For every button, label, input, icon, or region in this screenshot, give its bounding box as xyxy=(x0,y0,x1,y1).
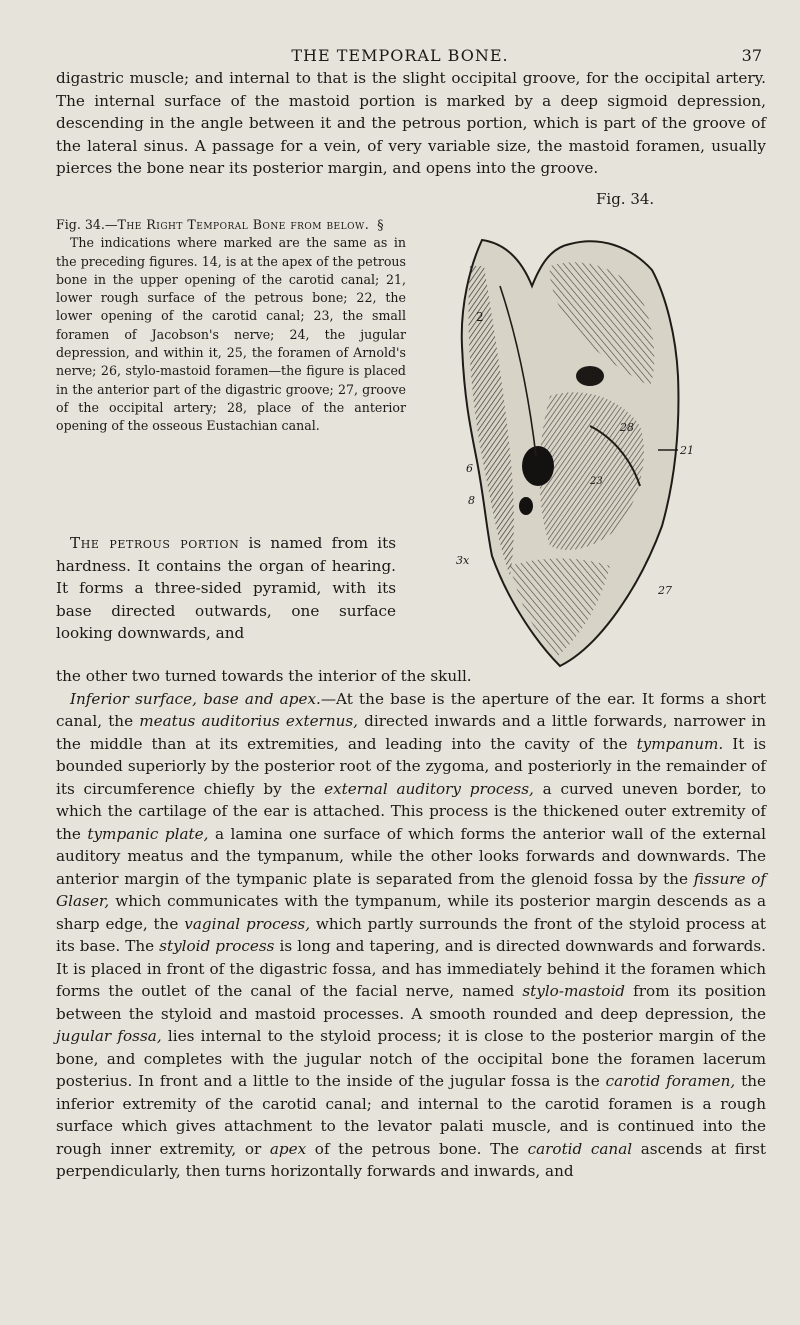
body-p1: —At the base is the aperture of the ear. It forms a short canal, the xyxy=(56,689,766,730)
term-vaginal: vaginal process, xyxy=(184,914,311,933)
meatus-dark xyxy=(576,366,604,386)
caption-heading xyxy=(56,216,406,234)
body-p4: a curved uneven border, to which the cartilage of the ear is attached. This process is the thickened outer extremity of the xyxy=(56,779,767,843)
caption-mark: § xyxy=(377,217,384,232)
temporal-bone-illustration xyxy=(440,226,710,696)
callout-2: 2 xyxy=(476,310,484,324)
body-paragraph xyxy=(56,665,766,1183)
callout-27: 27 xyxy=(658,584,672,597)
body-p2: directed inwards and a little forwards, narrower in the middle than at its extremities, and leading into the cavity of the xyxy=(56,712,767,753)
caption-body: The indications where marked are the same as in the preceding figures. 14, is at the apex of the petrous bone in the upper opening of the carotid canal; 21, lower rough surface of the petrous bone; 22, the lower opening of the carotid canal; 23, the small foramen of Jacobson's nerve; 24, the jugular depression, and within it, 25, the foramen of Arnold's nerve; 26, stylo-mastoid foramen—the figure is placed in the anterior part of the digastric groove; 27, groove of the occipital artery; 28, place of the anterior opening of the osseous Eustachian canal. xyxy=(56,235,406,434)
body-p6: which communicates with the tympanum, while its posterior margin descends as a sharp edge, the xyxy=(56,892,767,933)
body-line1: the other two turned towards the interior of the skull. xyxy=(56,667,472,685)
body-p5: a lamina one surface of which forms the anterior wall of the external auditory meatus and the tympanum, while the other looks forwards and downwards. The anterior margin of the tympanic plate is separated from the glenoid fossa by the xyxy=(56,824,767,888)
page-number: 37 xyxy=(741,46,762,65)
callout-6: 6 xyxy=(466,462,473,475)
callout-23: 23 xyxy=(590,476,603,487)
figure-label: Fig. 34. xyxy=(596,190,655,208)
term-tympanum: tympanum. xyxy=(636,734,724,753)
term-apex: apex xyxy=(269,1139,307,1158)
term-jugular: jugular fossa, xyxy=(56,1027,162,1045)
term-carotid-foramen: carotid foramen, xyxy=(605,1072,736,1090)
body-p10: lies internal to the styloid process; it is close to the posterior margin of the bone, and completes with the jugular notch of the occipital bone the foramen lacerum posterius. In front and a little to the inside of the jugular fossa is the xyxy=(56,1027,767,1090)
term-carotid-canal: carotid canal xyxy=(527,1139,633,1158)
term-external-process: external auditory process, xyxy=(324,779,534,798)
term-meatus: meatus auditorius externus, xyxy=(139,712,359,730)
body-p7: which partly surrounds the front of the styloid process at its base. The xyxy=(56,914,767,955)
body-p3: It is bounded superiorly by the posterior root of the zygoma, and posteriorly in the remainder of its circumference chiefly by the xyxy=(56,734,766,798)
callout-3x: 3x xyxy=(456,554,470,567)
body-p9: from its position between the styloid and mastoid processes. A smooth rounded and deep depression, the xyxy=(56,982,767,1023)
term-stylomastoid: stylo-mastoid xyxy=(522,982,626,1000)
callout-28: 28 xyxy=(620,421,634,434)
callout-8: 8 xyxy=(468,494,475,507)
figure-caption xyxy=(56,216,406,436)
body-p13: ascends at first perpendicularly, then turns horizontally forwards and inwards, and xyxy=(56,1139,767,1180)
body-p8: is long and tapering, and is directed downwards and forwards. It is placed in front of the digastric fossa, and has immediately behind it the foramen which forms the outlet of the canal of the facial nerve, named xyxy=(56,937,767,1000)
running-title: THE TEMPORAL BONE. xyxy=(291,46,509,65)
petrous-lead: The petrous portion xyxy=(70,534,240,552)
term-fissure: fissure of Glaser, xyxy=(56,869,766,910)
petrous-rest: is named from its hardness. It contains the organ of hearing. It forms a three-sided pyramid, with its base directed outwards, one surface looking downwards, and xyxy=(56,534,396,642)
foramen-small xyxy=(519,497,533,515)
caption-number: Fig. 34.— xyxy=(56,217,118,232)
term-tympanic-plate: tympanic plate, xyxy=(87,824,209,843)
petrous-paragraph xyxy=(56,532,396,645)
caption-title: The Right Temporal Bone from below. xyxy=(117,217,370,232)
body-p11: the inferior extremity of the carotid canal; and internal to the carotid foramen is a rough surface which gives attachment to the levator palati muscle, and is continued into the rough inner extremity, or xyxy=(56,1072,767,1158)
section-heading: Inferior surface, base and apex. xyxy=(70,689,321,708)
term-styloid: styloid process xyxy=(159,937,275,955)
foramen-dark xyxy=(522,446,554,486)
top-paragraph: digastric muscle; and internal to that is the slight occipital groove, for the occipital artery. The internal surface of the mastoid portion is marked by a deep sigmoid depression, descending in the angle between it and the petrous portion, which is part of the groove of the lateral sinus. A passage for a vein, of very variable size, the mastoid foramen, usually pierces the bone near its posterior margin, and opens into the groove. xyxy=(56,69,766,177)
body-p12: of the petrous bone. The xyxy=(314,1139,519,1158)
callout-21: 21 xyxy=(680,444,694,457)
